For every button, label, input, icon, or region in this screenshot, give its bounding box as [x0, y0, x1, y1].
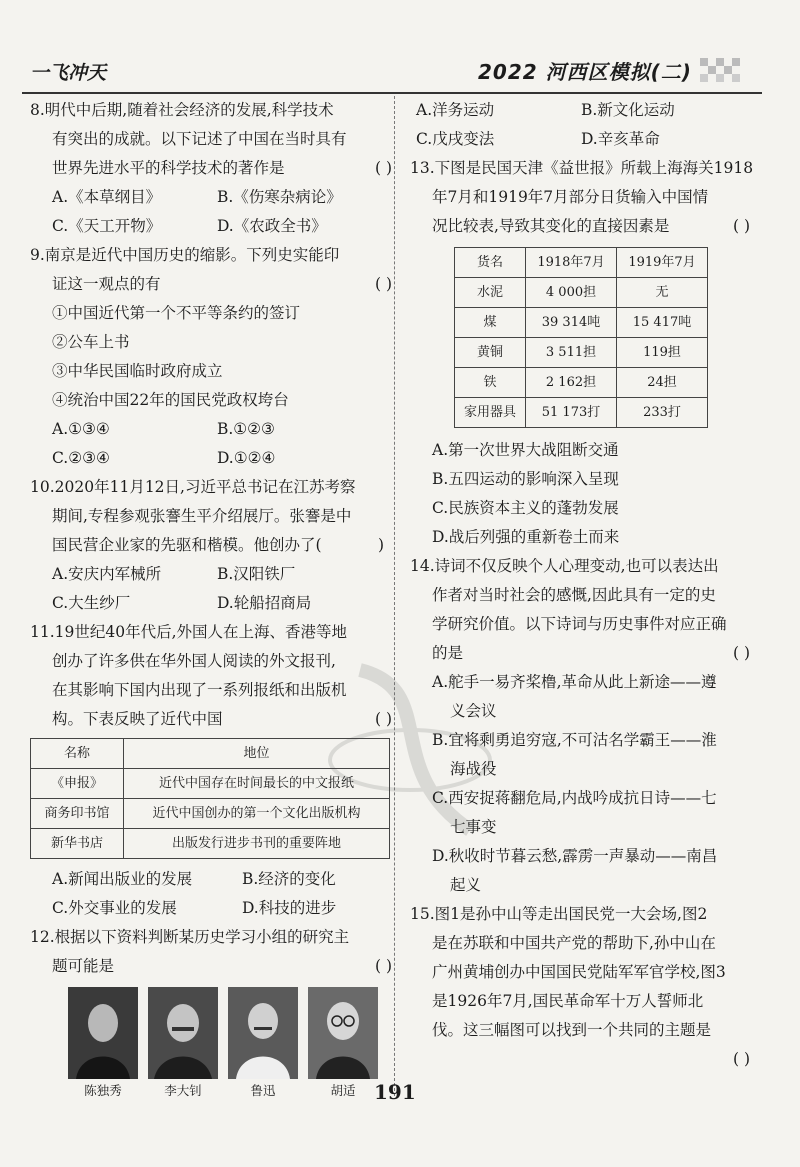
table-cell: 近代中国创办的第一个文化出版机构: [124, 799, 390, 829]
question-text-line: 期间,专程参观张謇生平介绍展厅。张謇是中: [52, 507, 352, 525]
table-header-cell: 地位: [124, 739, 390, 769]
option-c[interactable]: C.②③④: [52, 449, 110, 467]
statement-item: ③中华民国临时政府成立: [52, 362, 223, 380]
table-row: [455, 338, 708, 368]
option-c[interactable]: C.《天工开物》: [52, 217, 162, 235]
option-a[interactable]: A.①③④: [52, 420, 110, 438]
question-12-options: [410, 96, 750, 154]
answer-blank[interactable]: ( ): [374, 275, 392, 293]
table-row: [31, 799, 390, 829]
table-row: [31, 829, 390, 859]
table-cell: 4 000担: [526, 278, 617, 308]
portrait-caption: 胡适: [330, 1083, 356, 1098]
table-header-cell: 1919年7月: [617, 248, 708, 278]
question-text-line: 15.图1是孙中山等走出国民党一大会场,图2: [410, 905, 708, 923]
option-a[interactable]: A.安庆内军械所: [52, 565, 162, 583]
option-d[interactable]: D.秋收时节暮云愁,霹雳一声暴动——南昌: [432, 847, 718, 865]
right-column: [410, 96, 754, 1074]
option-c[interactable]: C.大生纱厂: [52, 594, 131, 612]
question-text-line: 14.诗词不仅反映个人心理变动,也可以表达出: [410, 557, 719, 575]
question-text-line: 年7月和1919年7月部分日货输入中国情: [432, 188, 709, 206]
portrait-photo: [68, 987, 138, 1079]
option-a[interactable]: A.新闻出版业的发展: [52, 870, 193, 888]
table-cell: 无: [617, 278, 708, 308]
answer-blank[interactable]: ( ): [374, 710, 392, 728]
question-text-line: 证这一观点的有: [52, 275, 161, 293]
page-header-title: 2022 河西区模拟(二): [478, 60, 692, 84]
question-text-line: 国民营企业家的先驱和楷模。他创办了(: [52, 536, 322, 554]
option-d[interactable]: D.《农政全书》: [216, 217, 327, 235]
question-10: [30, 473, 392, 618]
option-c-continued: 七事变: [450, 818, 497, 836]
option-a[interactable]: A.舵手一易齐桨橹,革命从此上新途——遵: [432, 673, 717, 691]
question-text-line: 在其影响下国内出现了一系列报纸和出版机: [52, 681, 347, 699]
option-d[interactable]: D.轮船招商局: [216, 594, 312, 612]
table-row: [31, 769, 390, 799]
column-divider: [394, 96, 396, 1096]
question-text-line: 是在苏联和中国共产党的帮助下,孙中山在: [432, 934, 716, 952]
question-text-line: 10.2020年11月12日,习近平总书记在江苏考察: [30, 478, 356, 496]
question-text-line: 世界先进水平的科学技术的著作是: [52, 159, 285, 177]
question-14: [410, 552, 750, 900]
japanese-imports-table: [454, 247, 708, 428]
option-b[interactable]: B.新文化运动: [580, 101, 675, 119]
portrait-photo: [148, 987, 218, 1079]
question-text-line: 题可能是: [52, 957, 115, 975]
table-cell: 铁: [455, 368, 526, 398]
header-decoration-icon: [700, 58, 740, 84]
question-text-line: 13.下图是民国天津《益世报》所载上海海关1918: [410, 159, 754, 177]
table-cell: 24担: [617, 368, 708, 398]
table-row: [455, 368, 708, 398]
table-row: [455, 398, 708, 428]
brand-logo: 一飞冲天: [30, 62, 107, 84]
left-column: [30, 96, 392, 1107]
table-cell: 商务印书馆: [31, 799, 124, 829]
option-d[interactable]: D.①②④: [216, 449, 276, 467]
table-header-row: [31, 739, 390, 769]
answer-blank[interactable]: ( ): [732, 1050, 750, 1068]
table-cell: 水泥: [455, 278, 526, 308]
statement-item: ④统治中国22年的国民党政权垮台: [52, 391, 289, 409]
question-11: [30, 618, 392, 923]
table-cell: 出版发行进步书刊的重要阵地: [124, 829, 390, 859]
option-b[interactable]: B.《伤寒杂病论》: [216, 188, 342, 206]
statement-item: ①中国近代第一个不平等条约的签订: [52, 304, 301, 322]
table-cell: 233打: [617, 398, 708, 428]
table-cell: 家用器具: [455, 398, 526, 428]
question-text-line: 是1926年7月,国民革命军十万人誓师北: [432, 992, 704, 1010]
table-cell: 15 417吨: [617, 308, 708, 338]
option-b[interactable]: B.宜将剩勇追穷寇,不可沽名学霸王——淮: [432, 731, 717, 749]
option-a[interactable]: A.《本草纲目》: [52, 188, 162, 206]
portrait-photo: [228, 987, 298, 1079]
table-cell: 煤: [455, 308, 526, 338]
question-text-line: 9.南京是近代中国历史的缩影。下列史实能印: [30, 246, 340, 264]
table-cell: 3 511担: [526, 338, 617, 368]
option-b[interactable]: B.①②③: [216, 420, 275, 438]
header-rule: [22, 92, 762, 94]
option-d[interactable]: D.战后列强的重新卷土而来: [432, 528, 620, 546]
option-a[interactable]: A.第一次世界大战阻断交通: [432, 441, 619, 459]
question-text-line: 学研究价值。以下诗词与历史事件对应正确: [432, 615, 727, 633]
question-text-line: 广州黄埔创办中国国民党陆军军官学校,图3: [432, 963, 726, 981]
table-header-cell: 1918年7月: [526, 248, 617, 278]
option-c[interactable]: C.戊戌变法: [416, 130, 495, 148]
option-a-continued: 义会议: [450, 702, 497, 720]
table-cell: 新华书店: [31, 829, 124, 859]
portrait-caption: 陈独秀: [84, 1083, 122, 1098]
question-text-line: 伐。这三幅图可以找到一个共同的主题是: [432, 1021, 712, 1039]
table-cell: 近代中国存在时间最长的中文报纸: [124, 769, 390, 799]
option-d-continued: 起义: [450, 876, 482, 894]
portrait-photo: [308, 987, 378, 1079]
table-header-cell: 货名: [455, 248, 526, 278]
portrait-row: [30, 987, 392, 1107]
question-text-line: 创办了许多供在华外国人阅读的外文报刊,: [52, 652, 336, 670]
table-header-row: [455, 248, 708, 278]
page-number: 191: [374, 1080, 416, 1104]
option-b[interactable]: B.经济的变化: [241, 870, 336, 888]
table-cell: 《申报》: [31, 769, 124, 799]
option-d[interactable]: D.科技的进步: [241, 899, 337, 917]
question-text-line: 作者对当时社会的感慨,因此具有一定的史: [432, 586, 716, 604]
option-a[interactable]: A.洋务运动: [416, 101, 495, 119]
question-text-line: 有突出的成就。以下记述了中国在当时具有: [52, 130, 347, 148]
option-c[interactable]: C.外交事业的发展: [52, 899, 177, 917]
question-9: [30, 241, 392, 473]
option-b[interactable]: B.五四运动的影响深入呈现: [432, 470, 619, 488]
question-text-line: 8.明代中后期,随着社会经济的发展,科学技术: [30, 101, 334, 119]
table-cell: 黄铜: [455, 338, 526, 368]
option-d[interactable]: D.辛亥革命: [580, 130, 660, 148]
question-8: [30, 96, 392, 241]
option-b[interactable]: B.汉阳铁厂: [216, 565, 296, 583]
option-c[interactable]: C.西安捉蒋翻危局,内战吟成抗日诗——七: [432, 789, 717, 807]
question-13: [410, 154, 754, 552]
answer-blank[interactable]: ( ): [374, 957, 392, 975]
question-text-line: 11.19世纪40年代后,外国人在上海、香港等地: [30, 623, 348, 641]
answer-blank[interactable]: ( ): [374, 159, 392, 177]
table-row: [455, 308, 708, 338]
publishing-table: [30, 738, 390, 859]
portrait-caption: 李大钊: [164, 1083, 202, 1098]
question-text-line: 构。下表反映了近代中国: [52, 710, 223, 728]
table-row: [455, 278, 708, 308]
question-12: [30, 923, 392, 1107]
option-c[interactable]: C.民族资本主义的蓬勃发展: [432, 499, 619, 517]
table-header-cell: 名称: [31, 739, 124, 769]
question-text-line: 12.根据以下资料判断某历史学习小组的研究主: [30, 928, 350, 946]
answer-blank[interactable]: ): [363, 536, 384, 554]
answer-blank[interactable]: ( ): [732, 217, 750, 235]
table-cell: 119担: [617, 338, 708, 368]
table-cell: 39 314吨: [526, 308, 617, 338]
option-b-continued: 海战役: [450, 760, 497, 778]
table-cell: 51 173打: [526, 398, 617, 428]
answer-blank[interactable]: ( ): [732, 644, 750, 662]
question-text-line: 况比较表,导致其变化的直接因素是: [432, 217, 670, 235]
question-15: [410, 900, 750, 1074]
table-cell: 2 162担: [526, 368, 617, 398]
question-text-line: 的是: [432, 644, 464, 662]
portrait-caption: 鲁迅: [250, 1083, 276, 1098]
statement-item: ②公车上书: [52, 333, 130, 351]
